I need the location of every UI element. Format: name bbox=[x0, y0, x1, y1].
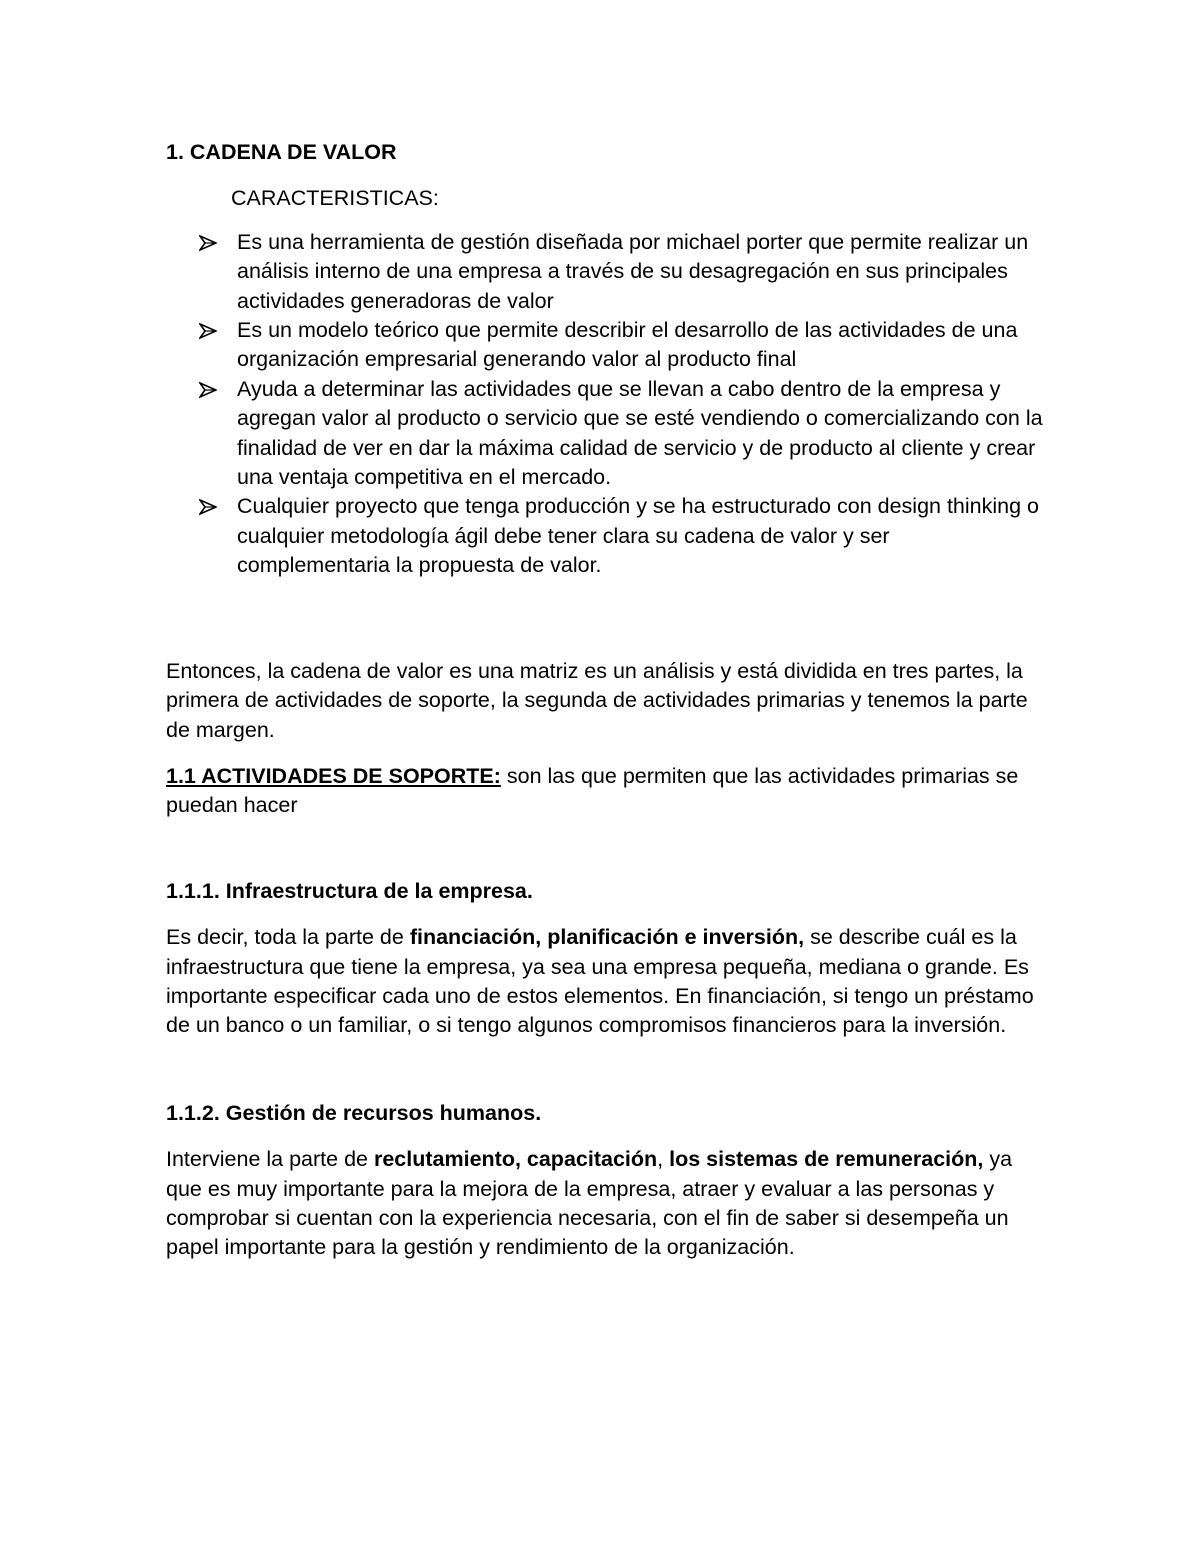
infraestructura-text-1: Es decir, toda la parte de bbox=[166, 925, 410, 950]
list-item bbox=[237, 228, 1046, 316]
rrhh-paragraph bbox=[166, 1145, 1046, 1263]
soporte-title: 1.1 ACTIVIDADES DE SOPORTE: bbox=[166, 763, 501, 788]
characteristics-subtitle: CARACTERISTICAS: bbox=[231, 186, 439, 211]
arrowhead-bullet-icon bbox=[199, 234, 217, 252]
infraestructura-paragraph bbox=[166, 923, 1046, 1041]
characteristics-list bbox=[166, 228, 1046, 581]
rrhh-text-3: ya que es muy importante para la mejora de la empresa, atraer y evaluar a las personas y comprobar si cuentan con la experiencia necesaria, con el fin de saber si desempeña un papel importante para la gestión y rendimiento de la organización. bbox=[166, 1147, 1013, 1260]
document-content bbox=[166, 138, 1046, 1263]
intro-paragraph: Entonces, la cadena de valor es una matriz es un análisis y está dividida en tres partes, la primera de actividades de soporte, la segunda de actividades primarias y tenemos la parte de margen. bbox=[166, 658, 1028, 742]
list-item bbox=[237, 492, 1046, 580]
soporte-paragraph bbox=[166, 762, 1046, 821]
rrhh-text-2: , bbox=[657, 1147, 670, 1172]
rrhh-heading: 1.1.2. Gestión de recursos humanos. bbox=[166, 1100, 542, 1125]
list-item-text: Ayuda a determinar las actividades que se llevan a cabo dentro de la empresa y agregan valor al producto o servicio que se esté vendiendo o comercializando con la finalidad de ver en dar la máxima calidad de servicio y de producto al cliente y crear una ventaja competitiva en el mercado. bbox=[237, 376, 1043, 490]
list-item bbox=[237, 375, 1046, 493]
list-item-text: Es una herramienta de gestión diseñada por michael porter que permite realizar un análisis interno de una empresa a través de su desagregación en sus principales actividades generadoras de valor bbox=[237, 229, 1029, 313]
arrowhead-bullet-icon bbox=[199, 381, 217, 399]
infraestructura-text-2: se describe cuál es la infraestructura que tiene la empresa, ya sea una empresa pequeña, mediana o grande. Es importante especificar cada uno de estos elementos. En financiación, si tengo un préstamo de un banco o un familiar, o si tengo algunos compromisos financieros para la inversión. bbox=[166, 925, 1034, 1038]
soporte-text: son las que permiten que las actividades primarias se puedan hacer bbox=[166, 763, 1019, 818]
rrhh-text-1: Interviene la parte de bbox=[166, 1147, 374, 1172]
infraestructura-bold-1: financiación, planificación e inversión, bbox=[409, 925, 805, 950]
list-item-text: Es un modelo teórico que permite describir el desarrollo de las actividades de una organización empresarial generando valor al producto final bbox=[237, 318, 1018, 372]
infraestructura-heading: 1.1.1. Infraestructura de la empresa. bbox=[166, 878, 533, 903]
rrhh-bold-2: los sistemas de remuneración, bbox=[669, 1147, 984, 1172]
main-heading: 1. CADENA DE VALOR bbox=[166, 140, 397, 164]
list-item bbox=[237, 316, 1046, 375]
rrhh-bold-1: reclutamiento, capacitación bbox=[373, 1147, 658, 1172]
list-item-text: Cualquier proyecto que tenga producción y se ha estructurado con design thinking o cualquier metodología ágil debe tener clara su cadena de valor y ser complementaria la propuesta de valor. bbox=[237, 494, 1039, 578]
arrowhead-bullet-icon bbox=[199, 322, 217, 340]
arrowhead-bullet-icon bbox=[199, 498, 217, 516]
